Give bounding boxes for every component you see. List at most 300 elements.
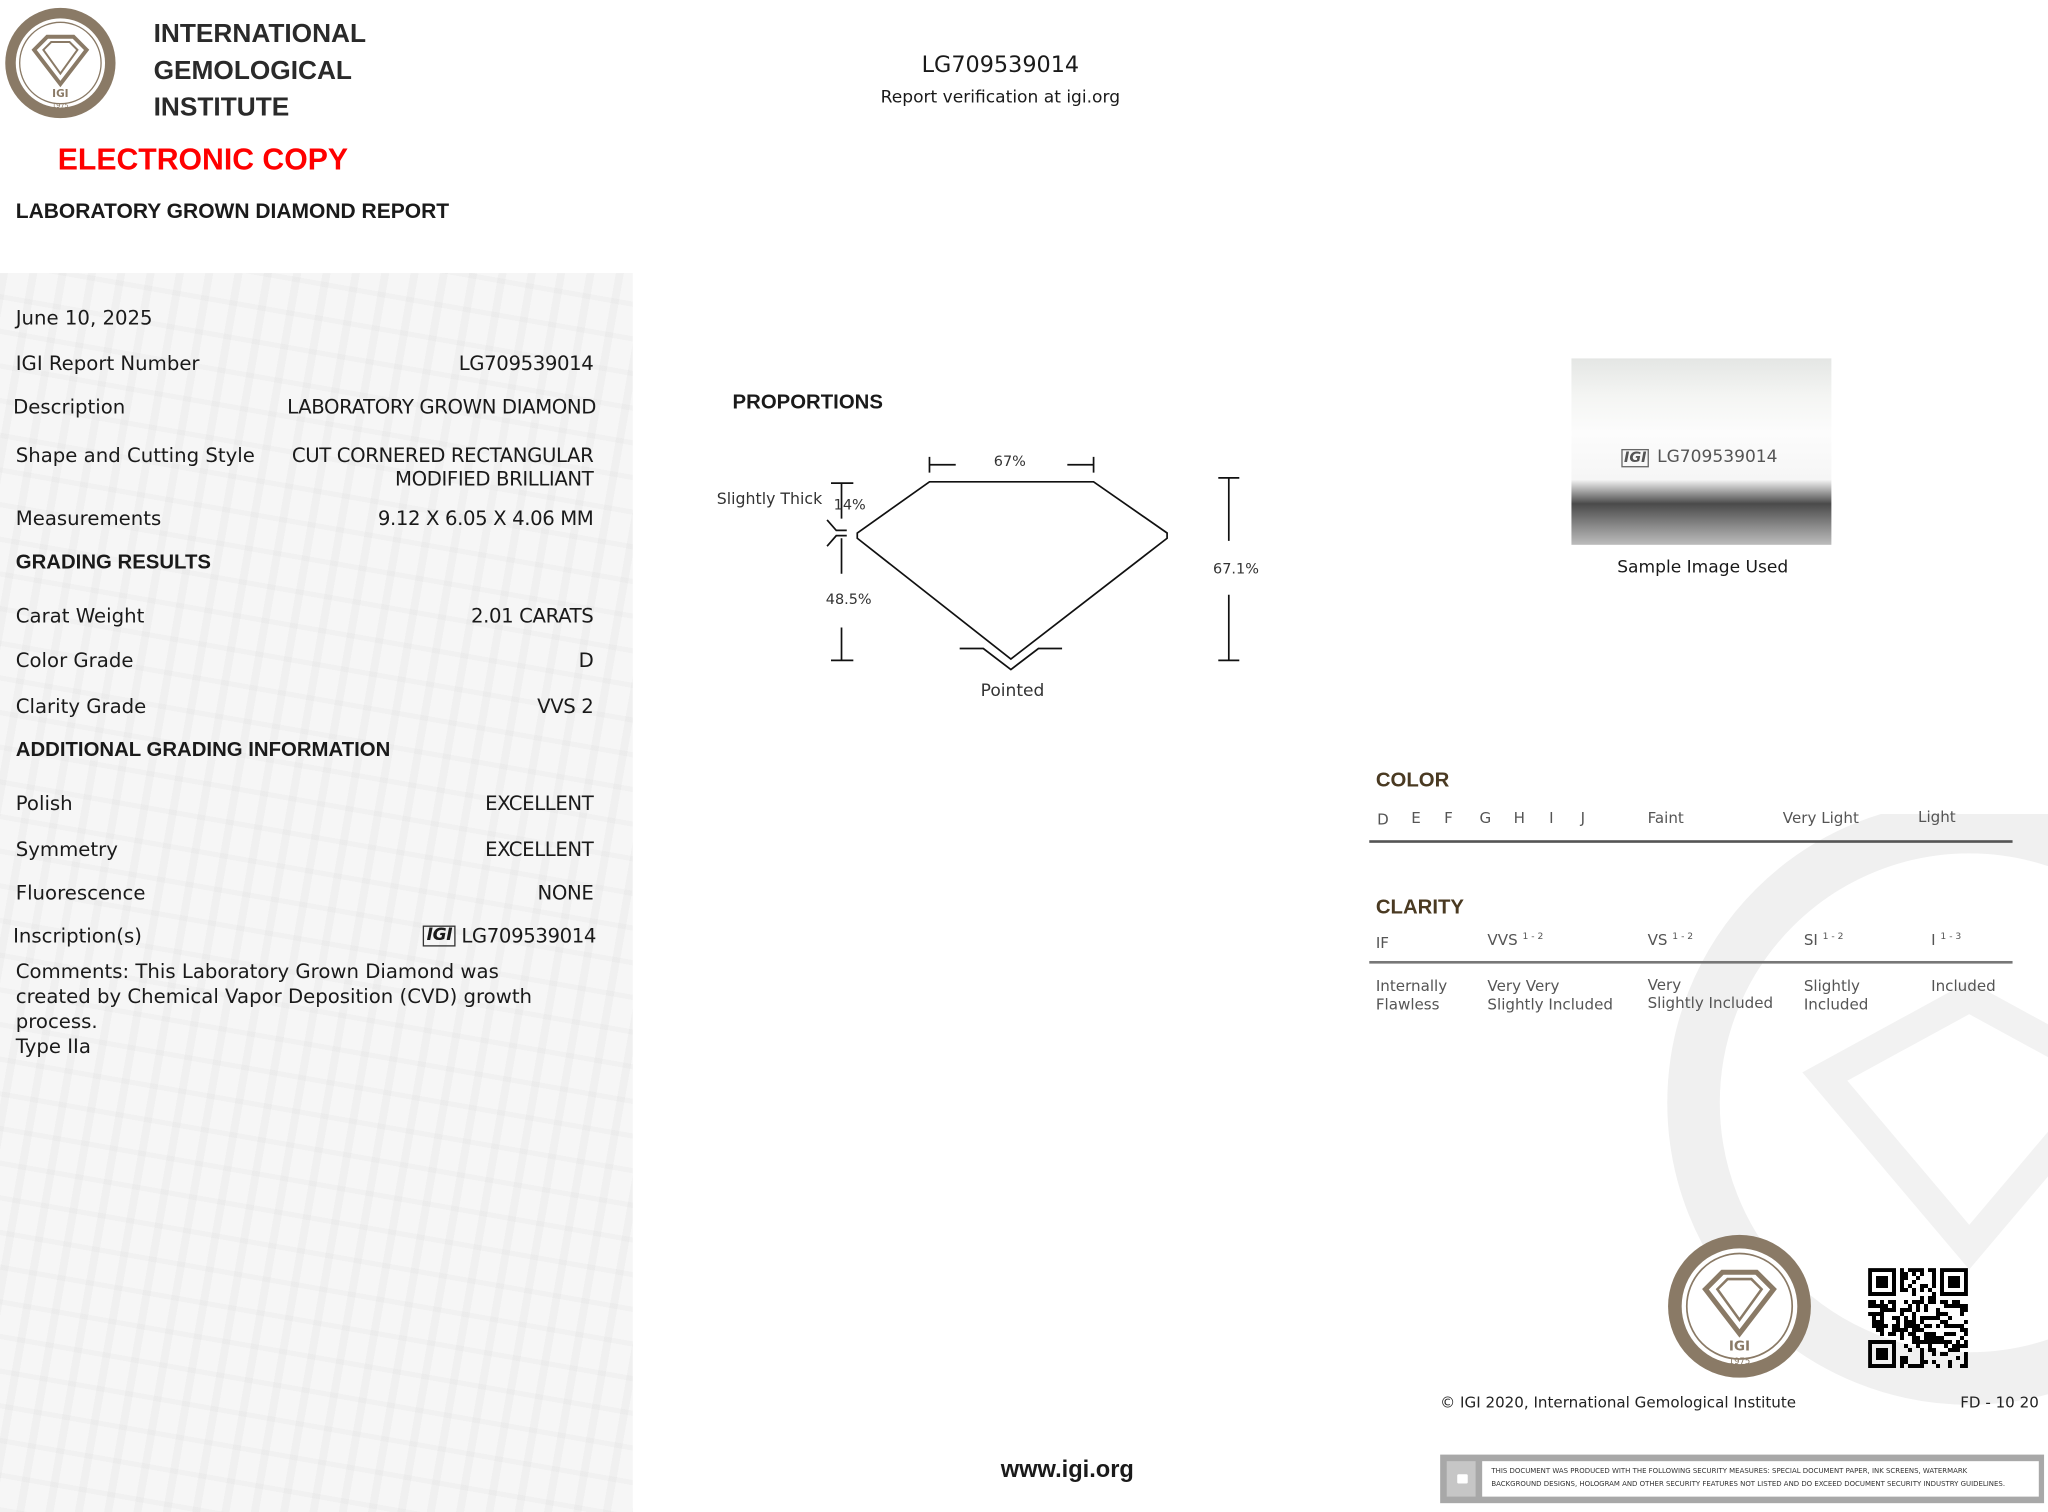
brand-name — [154, 16, 366, 126]
qr-module — [1940, 1312, 1944, 1316]
qr-module — [1956, 1344, 1960, 1348]
grading-results-title: GRADING RESULTS — [15, 551, 211, 574]
qr-module — [1944, 1324, 1948, 1328]
qr-module — [1880, 1332, 1884, 1336]
qr-module — [1884, 1340, 1888, 1344]
qr-module — [1908, 1332, 1912, 1336]
qr-module — [1956, 1268, 1960, 1272]
verification-text: Report verification at igi.org — [880, 87, 1121, 108]
qr-module — [1884, 1276, 1888, 1280]
qr-module — [1892, 1284, 1896, 1288]
qr-module — [1952, 1304, 1956, 1308]
qr-module — [1872, 1312, 1876, 1316]
qr-module — [1932, 1280, 1936, 1284]
qr-module — [1928, 1348, 1932, 1352]
qr-module — [1904, 1356, 1908, 1360]
qr-module — [1884, 1304, 1888, 1308]
qr-module — [1948, 1316, 1952, 1320]
qr-module — [1944, 1344, 1948, 1348]
qr-module — [1924, 1340, 1928, 1344]
qr-module — [1876, 1284, 1880, 1288]
qr-module — [1924, 1284, 1928, 1288]
qr-module — [1916, 1308, 1920, 1312]
desc-line: Internally — [1375, 976, 1448, 996]
qr-module — [1964, 1292, 1968, 1296]
qr-module — [1876, 1280, 1880, 1284]
clarity-scale-title: CLARITY — [1375, 896, 1465, 919]
qr-module — [1916, 1328, 1920, 1332]
qr-module — [1912, 1328, 1916, 1332]
qr-module — [1884, 1364, 1888, 1368]
qr-module — [1884, 1292, 1888, 1296]
qr-module — [1960, 1304, 1964, 1308]
qr-module — [1940, 1300, 1944, 1304]
clarity-grade-si — [1804, 931, 1844, 949]
qr-module — [1912, 1272, 1916, 1276]
clarity-desc-si — [1804, 977, 1869, 1014]
qr-module — [1900, 1268, 1904, 1272]
qr-module — [1960, 1364, 1964, 1368]
color-grade-H: H — [1513, 808, 1526, 828]
clarity-code: I — [1931, 930, 1936, 950]
qr-module — [1956, 1348, 1960, 1352]
clarity-sup: 1 - 2 — [1522, 931, 1544, 942]
label-inscription: Inscription(s) — [13, 924, 142, 948]
qr-module — [1920, 1284, 1924, 1288]
qr-module — [1884, 1352, 1888, 1356]
qr-module — [1908, 1304, 1912, 1308]
qr-module — [1948, 1348, 1952, 1352]
igi-logo-icon: IGI — [423, 926, 456, 947]
qr-module — [1928, 1336, 1932, 1340]
qr-module — [1964, 1284, 1968, 1288]
proportions-title: PROPORTIONS — [732, 391, 883, 414]
qr-module — [1912, 1292, 1916, 1296]
desc-line: Flawless — [1375, 995, 1440, 1014]
qr-module — [1904, 1300, 1908, 1304]
qr-module — [1872, 1340, 1876, 1344]
qr-module — [1880, 1328, 1884, 1332]
label-symmetry: Symmetry — [15, 837, 118, 862]
qr-module — [1880, 1292, 1884, 1296]
qr-module — [1936, 1336, 1940, 1340]
value-carat: 2.01 CARATS — [471, 603, 594, 628]
qr-module — [1940, 1284, 1944, 1288]
qr-module — [1960, 1324, 1964, 1328]
sample-inscription-text: LG709539014 — [1657, 447, 1778, 468]
qr-module — [1872, 1364, 1876, 1368]
color-grade-light: Light — [1918, 807, 1956, 826]
qr-module — [1904, 1328, 1908, 1332]
clarity-desc-i — [1931, 977, 1996, 995]
qr-module — [1892, 1340, 1896, 1344]
qr-module — [1956, 1356, 1960, 1360]
qr-module — [1868, 1292, 1872, 1296]
qr-module — [1924, 1360, 1928, 1364]
report-date: June 10, 2025 — [15, 305, 153, 330]
qr-module — [1904, 1324, 1908, 1328]
girdle-marker — [827, 520, 847, 546]
qr-module — [1908, 1324, 1912, 1328]
qr-module — [1948, 1284, 1952, 1288]
qr-module — [1912, 1312, 1916, 1316]
qr-module — [1944, 1300, 1948, 1304]
qr-module — [1920, 1352, 1924, 1356]
qr-module — [1932, 1352, 1936, 1356]
qr-module — [1872, 1304, 1876, 1308]
qr-module — [1868, 1352, 1872, 1356]
color-grade-E: E — [1411, 808, 1421, 828]
qr-module — [1900, 1336, 1904, 1340]
comment-line: created by Chemical Vapor Deposition (CVD) growth — [15, 984, 533, 1009]
qr-module — [1964, 1268, 1968, 1272]
qr-module — [1892, 1288, 1896, 1292]
qr-module — [1932, 1276, 1936, 1280]
qr-module — [1912, 1364, 1916, 1368]
qr-module — [1924, 1336, 1928, 1340]
value-symmetry: EXCELLENT — [485, 837, 594, 862]
qr-module — [1952, 1268, 1956, 1272]
qr-module — [1892, 1360, 1896, 1364]
qr-module — [1868, 1280, 1872, 1284]
qr-module — [1940, 1340, 1944, 1344]
qr-module — [1924, 1332, 1928, 1336]
qr-module — [1932, 1316, 1936, 1320]
qr-module — [1952, 1324, 1956, 1328]
qr-module — [1872, 1316, 1876, 1320]
qr-module — [1912, 1324, 1916, 1328]
qr-module — [1916, 1344, 1920, 1348]
clarity-code: VVS — [1487, 930, 1518, 950]
qr-module — [1948, 1332, 1952, 1336]
desc-line: Included — [1931, 976, 1996, 996]
pavilion-percent: 48.5% — [825, 590, 872, 608]
qr-module — [1956, 1292, 1960, 1296]
qr-module — [1888, 1308, 1892, 1312]
color-grade-I: I — [1549, 808, 1554, 828]
qr-module — [1912, 1268, 1916, 1272]
qr-module — [1880, 1320, 1884, 1324]
qr-module — [1932, 1292, 1936, 1296]
qr-module — [1948, 1292, 1952, 1296]
qr-module — [1948, 1364, 1952, 1368]
qr-module — [1920, 1296, 1924, 1300]
qr-module — [1948, 1340, 1952, 1344]
qr-module — [1964, 1328, 1968, 1332]
qr-module — [1956, 1324, 1960, 1328]
clarity-grade-vvs — [1487, 931, 1543, 949]
qr-module — [1932, 1300, 1936, 1304]
qr-module — [1868, 1300, 1872, 1304]
qr-module — [1928, 1268, 1932, 1272]
comment-line: Type IIa — [15, 1034, 91, 1059]
qr-module — [1884, 1324, 1888, 1328]
clarity-sup: 1 - 3 — [1940, 931, 1962, 942]
clarity-grade-i — [1931, 931, 1961, 949]
qr-module — [1920, 1340, 1924, 1344]
qr-module — [1952, 1292, 1956, 1296]
qr-module — [1888, 1364, 1892, 1368]
desc-line: Very Very — [1487, 976, 1560, 996]
qr-module — [1892, 1304, 1896, 1308]
qr-module — [1956, 1340, 1960, 1344]
depth-percent: 67.1% — [1213, 560, 1259, 578]
desc-line: Included — [1803, 995, 1869, 1014]
qr-module — [1900, 1328, 1904, 1332]
qr-module — [1936, 1308, 1940, 1312]
qr-module — [1928, 1316, 1932, 1320]
qr-module — [1912, 1340, 1916, 1344]
clarity-sup: 1 - 2 — [1822, 931, 1844, 942]
qr-module — [1888, 1332, 1892, 1336]
qr-module — [1948, 1360, 1952, 1364]
qr-module — [1908, 1364, 1912, 1368]
table-percent: 67% — [993, 452, 1026, 470]
qr-module — [1920, 1272, 1924, 1276]
qr-module — [1940, 1268, 1944, 1272]
qr-module — [1896, 1320, 1900, 1324]
qr-module — [1964, 1276, 1968, 1280]
qr-module — [1916, 1364, 1920, 1368]
inscription-text: LG709539014 — [461, 924, 597, 948]
qr-module — [1876, 1348, 1880, 1352]
qr-module — [1912, 1280, 1916, 1284]
qr-module — [1964, 1356, 1968, 1360]
qr-module — [1880, 1308, 1884, 1312]
color-grade-D: D — [1377, 810, 1389, 829]
qr-module — [1944, 1332, 1948, 1336]
qr-module — [1904, 1308, 1908, 1312]
label-shape: Shape and Cutting Style — [15, 443, 255, 468]
qr-module — [1908, 1308, 1912, 1312]
clarity-code: VS — [1647, 930, 1668, 950]
qr-module — [1952, 1348, 1956, 1352]
qr-module — [1952, 1300, 1956, 1304]
qr-module — [1884, 1268, 1888, 1272]
proportions-diagram — [788, 446, 1261, 682]
qr-module — [1876, 1312, 1880, 1316]
lock-icon — [1457, 1474, 1468, 1483]
qr-module — [1872, 1300, 1876, 1304]
brand-line: GEMOLOGICAL — [153, 56, 352, 86]
qr-module — [1880, 1304, 1884, 1308]
qr-module — [1892, 1292, 1896, 1296]
qr-module — [1904, 1344, 1908, 1348]
qr-module — [1932, 1268, 1936, 1272]
website-link[interactable]: www.igi.org — [1000, 1455, 1134, 1483]
qr-module — [1872, 1324, 1876, 1328]
color-grade-faint: Faint — [1647, 808, 1684, 828]
qr-module — [1932, 1332, 1936, 1336]
qr-module — [1880, 1364, 1884, 1368]
security-notice — [1440, 1455, 2044, 1504]
culet-label: Pointed — [980, 681, 1045, 702]
qr-module — [1964, 1304, 1968, 1308]
color-grade-F: F — [1444, 808, 1453, 828]
qr-module — [1920, 1364, 1924, 1368]
comment-line: process. — [15, 1009, 98, 1034]
qr-module — [1904, 1320, 1908, 1324]
qr-module — [1924, 1324, 1928, 1328]
qr-module — [1960, 1336, 1964, 1340]
label-carat: Carat Weight — [15, 603, 145, 628]
qr-module — [1912, 1316, 1916, 1320]
qr-module — [1952, 1276, 1956, 1280]
report-title: LABORATORY GROWN DIAMOND REPORT — [15, 200, 450, 224]
qr-module — [1964, 1288, 1968, 1292]
qr-module — [1940, 1292, 1944, 1296]
qr-module — [1876, 1276, 1880, 1280]
qr-module — [1892, 1316, 1896, 1320]
qr-module — [1868, 1348, 1872, 1352]
qr-module — [1876, 1268, 1880, 1272]
qr-module — [1868, 1312, 1872, 1316]
qr-module — [1904, 1316, 1908, 1320]
qr-module — [1880, 1276, 1884, 1280]
qr-module — [1964, 1320, 1968, 1324]
qr-module — [1876, 1352, 1880, 1356]
desc-line: Slightly — [1803, 976, 1860, 996]
qr-module — [1900, 1356, 1904, 1360]
qr-module — [1880, 1356, 1884, 1360]
qr-module — [1888, 1268, 1892, 1272]
qr-module — [1960, 1308, 1964, 1312]
qr-module — [1884, 1280, 1888, 1284]
qr-module — [1868, 1288, 1872, 1292]
qr-module — [1936, 1324, 1940, 1328]
qr-module — [1900, 1272, 1904, 1276]
qr-module — [1944, 1268, 1948, 1272]
qr-module — [1900, 1312, 1904, 1316]
qr-module — [1892, 1332, 1896, 1336]
qr-module — [1880, 1340, 1884, 1344]
clarity-desc-vs — [1648, 975, 1774, 1012]
qr-module — [1880, 1352, 1884, 1356]
value-measurements: 9.12 X 6.05 X 4.06 MM — [377, 506, 594, 531]
value-fluorescence: NONE — [537, 880, 594, 905]
value-description: LABORATORY GROWN DIAMOND — [287, 395, 597, 419]
qr-module — [1960, 1268, 1964, 1272]
qr-module — [1956, 1304, 1960, 1308]
qr-module — [1904, 1276, 1908, 1280]
qr-module — [1928, 1288, 1932, 1292]
sample-caption: Sample Image Used — [1617, 557, 1789, 578]
qr-module — [1932, 1336, 1936, 1340]
qr-module — [1876, 1356, 1880, 1360]
svg-text:IGI: IGI — [52, 88, 69, 101]
qr-module — [1892, 1308, 1896, 1312]
qr-module — [1924, 1316, 1928, 1320]
qr-module — [1868, 1276, 1872, 1280]
qr-module — [1956, 1284, 1960, 1288]
form-code: FD - 10 20 — [1960, 1392, 2039, 1412]
label-description: Description — [13, 395, 126, 419]
qr-module — [1944, 1352, 1948, 1356]
clarity-grade-if — [1376, 933, 1389, 951]
qr-module — [1948, 1304, 1952, 1308]
desc-line: Slightly Included — [1647, 993, 1774, 1013]
qr-module — [1920, 1356, 1924, 1360]
qr-module — [1928, 1300, 1932, 1304]
qr-module — [1940, 1320, 1944, 1324]
qr-module — [1916, 1304, 1920, 1308]
qr-module — [1936, 1316, 1940, 1320]
qr-module — [1940, 1276, 1944, 1280]
color-scale-rule — [1369, 840, 2012, 843]
clarity-scale-rule — [1369, 961, 2012, 964]
electronic-copy-label: ELECTRONIC COPY — [57, 141, 348, 176]
qr-module — [1892, 1364, 1896, 1368]
qr-module — [1928, 1324, 1932, 1328]
qr-module — [1964, 1352, 1968, 1356]
qr-module — [1880, 1312, 1884, 1316]
color-grade-J: J — [1580, 808, 1586, 828]
qr-module — [1948, 1280, 1952, 1284]
qr-module — [1964, 1280, 1968, 1284]
copyright: © IGI 2020, International Gemological Institute — [1440, 1392, 1797, 1412]
qr-module — [1956, 1280, 1960, 1284]
additional-info-title: ADDITIONAL GRADING INFORMATION — [15, 739, 391, 762]
qr-module — [1876, 1364, 1880, 1368]
qr-module — [1880, 1348, 1884, 1352]
value-clarity: VVS 2 — [537, 694, 594, 719]
qr-module — [1900, 1276, 1904, 1280]
svg-text:IGI: IGI — [1728, 1338, 1751, 1355]
qr-code[interactable] — [1868, 1268, 1968, 1368]
clarity-code: SI — [1803, 930, 1818, 950]
qr-module — [1880, 1300, 1884, 1304]
qr-module — [1900, 1332, 1904, 1336]
qr-module — [1944, 1312, 1948, 1316]
qr-module — [1944, 1292, 1948, 1296]
svg-text:1975: 1975 — [1728, 1357, 1751, 1368]
qr-module — [1888, 1340, 1892, 1344]
qr-module — [1932, 1360, 1936, 1364]
qr-module — [1908, 1348, 1912, 1352]
qr-module — [1932, 1340, 1936, 1344]
qr-module — [1884, 1356, 1888, 1360]
qr-module — [1868, 1360, 1872, 1364]
qr-module — [1892, 1268, 1896, 1272]
qr-module — [1868, 1344, 1872, 1348]
qr-module — [1892, 1276, 1896, 1280]
qr-module — [1956, 1276, 1960, 1280]
brand-line: INSTITUTE — [153, 93, 290, 123]
value-polish: EXCELLENT — [485, 791, 594, 816]
qr-module — [1920, 1360, 1924, 1364]
qr-module — [1900, 1308, 1904, 1312]
qr-module — [1868, 1272, 1872, 1276]
sample-inscription-image — [1571, 358, 1831, 544]
qr-module — [1920, 1328, 1924, 1332]
qr-module — [1952, 1332, 1956, 1336]
qr-module — [1908, 1320, 1912, 1324]
qr-module — [1868, 1356, 1872, 1360]
qr-module — [1868, 1340, 1872, 1344]
qr-module — [1920, 1288, 1924, 1292]
label-fluorescence: Fluorescence — [15, 880, 146, 905]
qr-module — [1932, 1348, 1936, 1352]
crown-percent: 14% — [833, 496, 866, 514]
igi-seal-stamp — [1665, 1231, 1815, 1381]
qr-module — [1916, 1340, 1920, 1344]
qr-module — [1928, 1340, 1932, 1344]
qr-module — [1920, 1320, 1924, 1324]
qr-module — [1928, 1332, 1932, 1336]
value-report-number: LG709539014 — [458, 351, 594, 376]
qr-module — [1884, 1308, 1888, 1312]
clarity-grade-vs — [1648, 931, 1694, 949]
